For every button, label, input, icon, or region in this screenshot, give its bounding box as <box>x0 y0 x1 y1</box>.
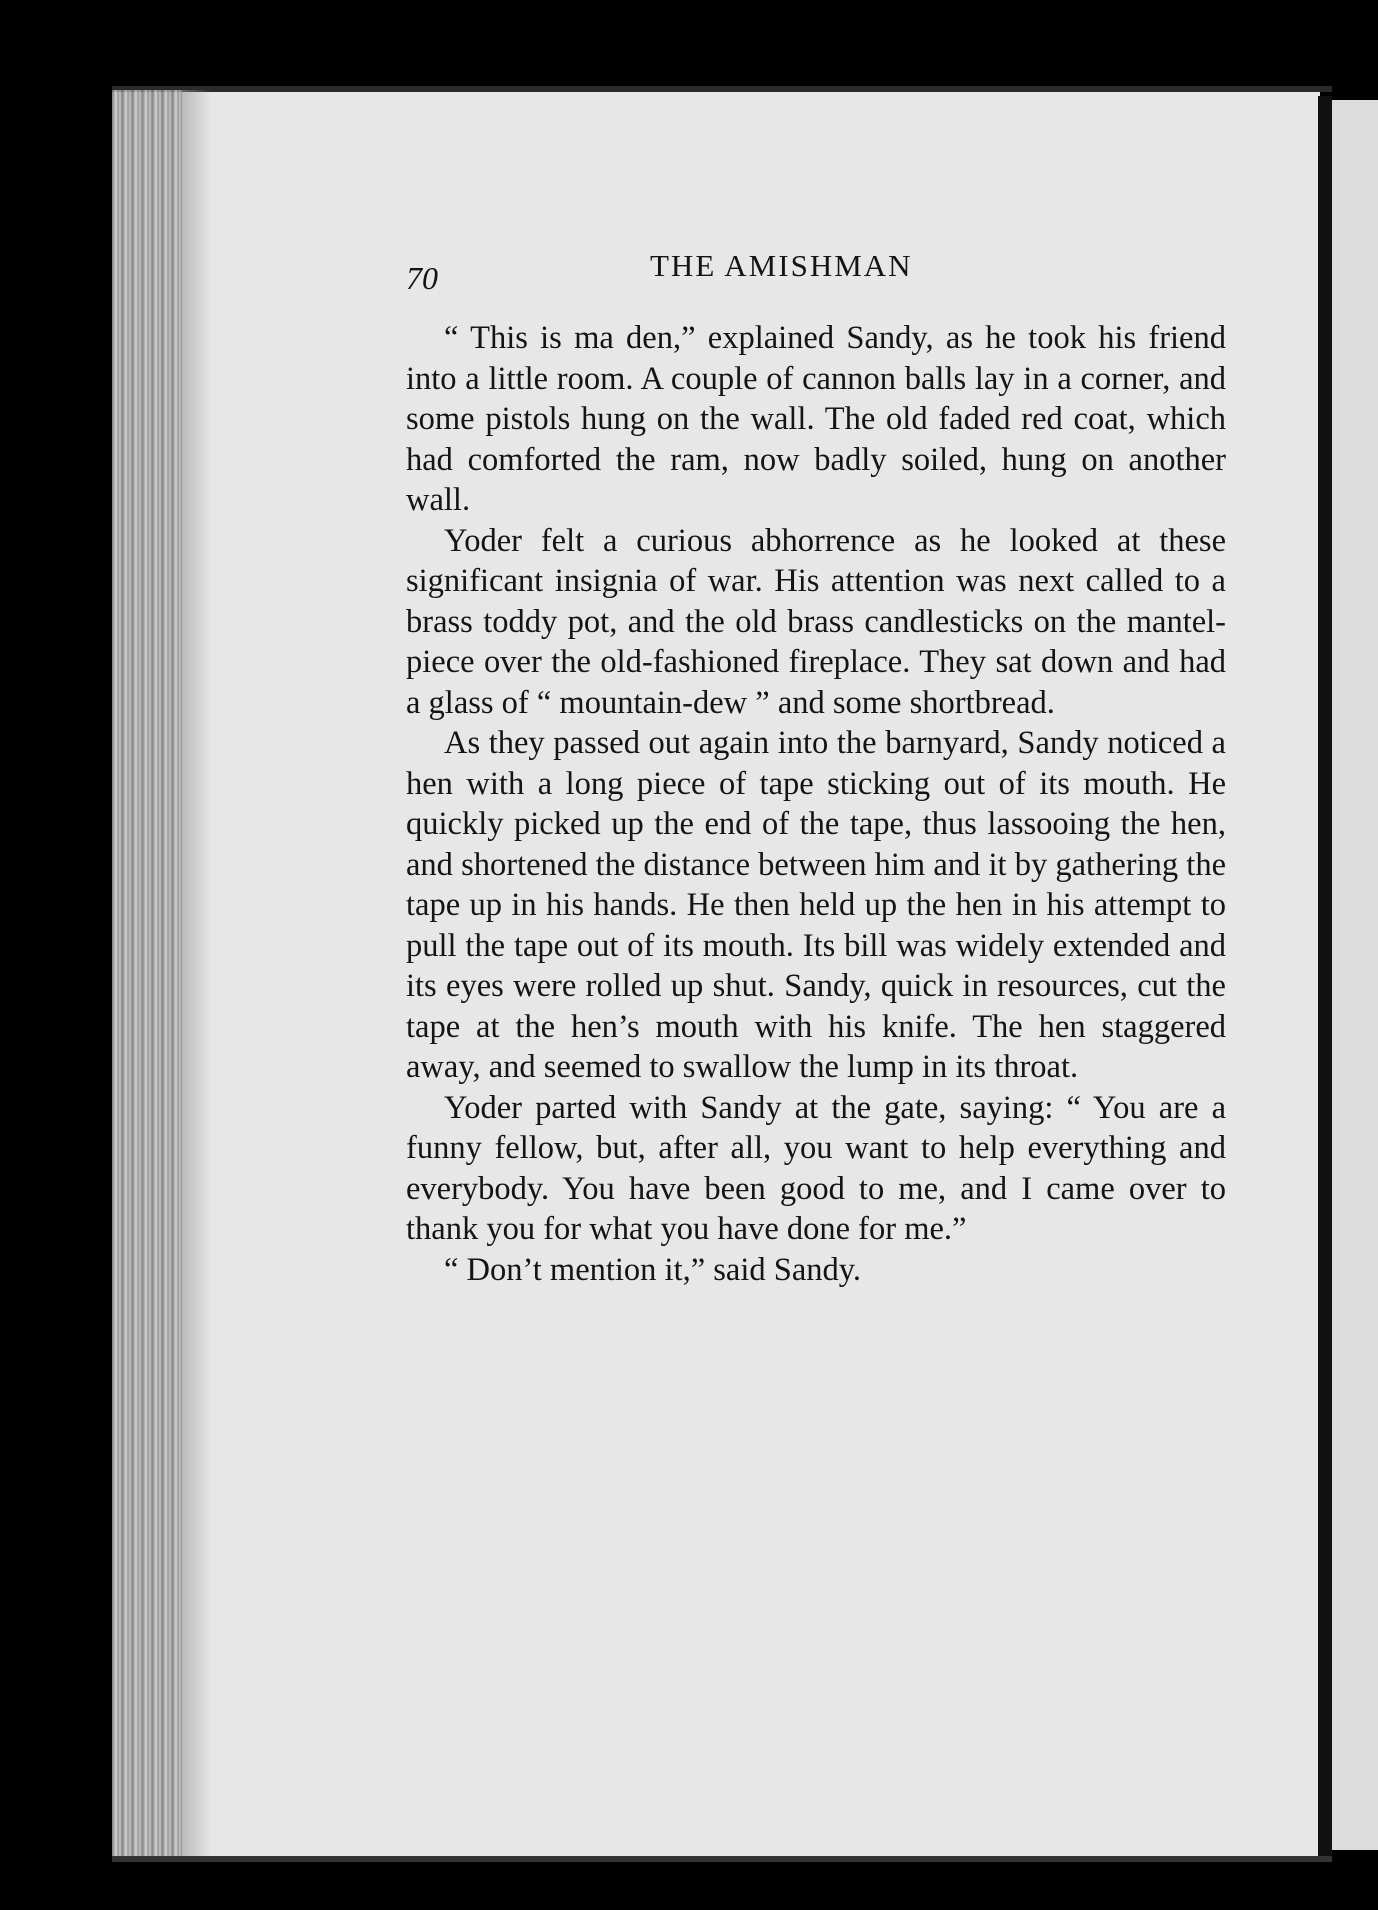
paragraph: Yoder felt a curious abhorrence as he looked at these significant insignia of war. His attention was next called to a brass toddy pot, and the old brass candlesticks on the mantel-piece over the old-fashioned fireplace. They sat down and had a glass of “ mountain-dew ” and some shortbread. <box>406 522 1226 721</box>
running-head: THE AMISHMAN <box>650 248 913 283</box>
facing-page-edge <box>1332 100 1378 1850</box>
paragraph: “ This is ma den,” explained Sandy, as he took his friend into a little room. A couple of cannon balls lay in a corner, and some pistols hung on the wall. The old faded red coat, which had comforted the ram, now badly soiled, hung on another wall. <box>406 320 1226 518</box>
paragraph: Yoder parted with Sandy at the gate, saying: “ You are a funny fellow, but, after all, you want to help everything and everybody. You have been good to me, and I came over to thank you for what you have done for me.” <box>406 1089 1226 1247</box>
book-gutter <box>1318 96 1332 1856</box>
page-edge-shadow <box>182 90 212 1856</box>
page-number: 70 <box>406 260 438 296</box>
page-top-edge <box>112 86 1332 92</box>
page-header <box>406 238 1226 300</box>
stacked-page-edges <box>112 90 182 1856</box>
paragraph: “ Don’t mention it,” said Sandy. <box>444 1251 862 1288</box>
paragraph: As they passed out again into the barnyard, Sandy noticed a hen with a long piece of tape sticking out of its mouth. He quickly picked up the end of the tape, thus lassooing the hen, and shortened the distance between him and it by gathering the tape up in his hands. He then held up the hen in his attempt to pull the tape out of its mouth. Its bill was widely extended and its eyes were rolled up shut. Sandy, quick in resources, cut the tape at the hen’s mouth with his knife. The hen staggered away, and seemed to swallow the lump in its throat. <box>406 725 1226 1085</box>
page-bottom-edge <box>112 1856 1332 1862</box>
page-content <box>406 238 1226 1290</box>
